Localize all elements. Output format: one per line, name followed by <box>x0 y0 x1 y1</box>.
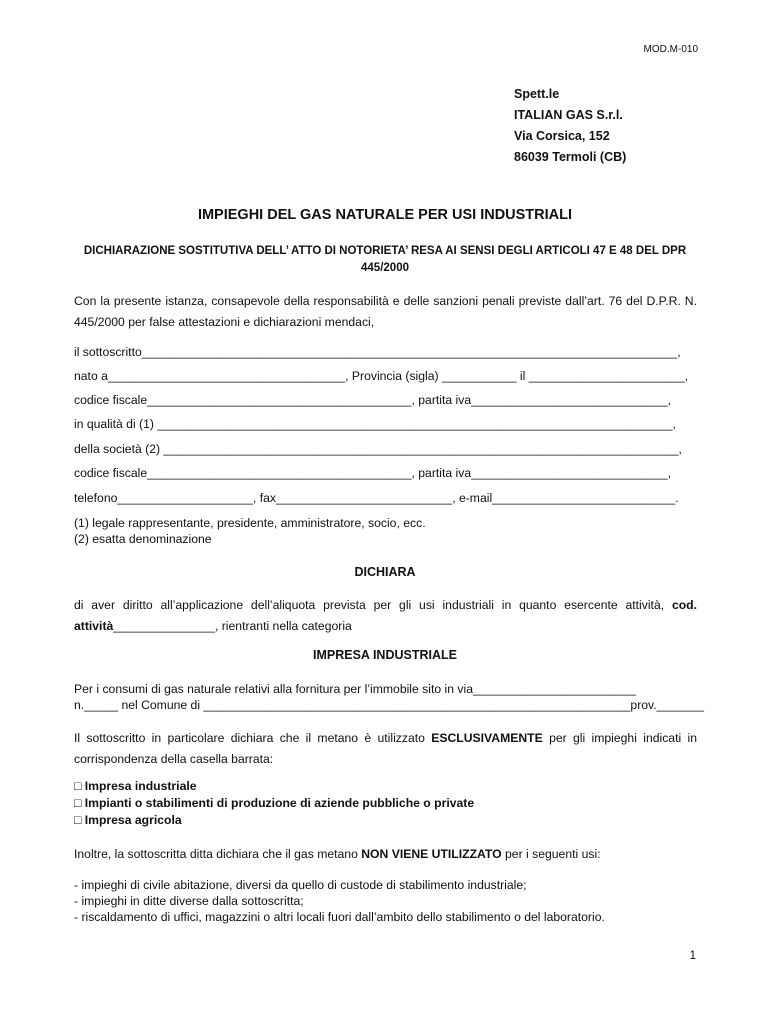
dichiara-heading: DICHIARA <box>354 565 416 579</box>
uso-item-2: - impieghi in ditte diverse dalla sottoscritta; <box>74 894 304 908</box>
recipient-line-1: Spett.le <box>514 87 560 101</box>
sottoscritto-text-a: Il sottoscritto in particolare dichiara che il metano è utilizzato <box>74 731 425 745</box>
consumi-line-1[interactable]: Per i consumi di gas naturale relativi alla fornitura per l’immobile sito in via________________________ <box>74 682 636 696</box>
inoltre-text-bold: NON VIENE UTILIZZATO <box>361 847 502 861</box>
recipient-line-2: ITALIAN GAS S.r.l. <box>514 108 623 122</box>
recipient-line-4: 86039 Termoli (CB) <box>514 150 627 164</box>
checkbox-impresa-industriale[interactable]: □ Impresa industriale <box>74 779 197 793</box>
document-title: IMPIEGHI DEL GAS NATURALE PER USI INDUSTRIALI <box>197 207 573 223</box>
dichiara-text-a: di aver diritto all’applicazione dell’aliquota prevista per gli usi industriali in quanto esercente attività, <box>74 598 665 612</box>
document-subtitle: DICHIARAZIONE SOSTITUTIVA DELL’ ATTO DI NOTORIETA’ RESA AI SENSI DEGLI ARTICOLI 47 E 48 DEL DPR 445/2000 <box>83 245 687 274</box>
impresa-heading: IMPRESA INDUSTRIALE <box>313 648 457 662</box>
field-qualita[interactable]: in qualità di (1) ____________________________________________________________________________, <box>74 417 676 431</box>
field-societa[interactable]: della società (2) ____________________________________________________________________________, <box>74 442 682 456</box>
dichiara-text-b: _______________, rientranti nella categoria <box>113 619 352 633</box>
checkbox-impianti-stabilimenti[interactable]: □ Impianti o stabilimenti di produzione di aziende pubbliche o private <box>74 796 475 810</box>
form-code: MOD.M-010 <box>643 44 698 55</box>
recipient-line-3: Via Corsica, 152 <box>514 129 610 143</box>
dichiara-paragraph <box>74 595 697 637</box>
recipient-address <box>514 84 626 168</box>
dichiara-text-bold: cod. attività <box>74 598 698 633</box>
uso-item-3: - riscaldamento di uffici, magazzini o altri locali fuori dall’ambito dello stabilimento o del laboratorio. <box>74 910 605 924</box>
note-2: (2) esatta denominazione <box>74 532 212 546</box>
inoltre-paragraph <box>74 846 697 862</box>
sottoscritto-text-bold: ESCLUSIVAMENTE <box>431 731 543 745</box>
intro-paragraph: Con la presente istanza, consapevole della responsabilità e delle sanzioni penali previste dall’art. 76 del D.P.R. N. 445/2000 per false attestazioni e dichiarazioni mendaci, <box>74 294 697 329</box>
note-1: (1) legale rappresentante, presidente, amministratore, socio, ecc. <box>74 516 426 530</box>
sottoscritto-paragraph <box>74 728 697 770</box>
field-sottoscritto[interactable]: il sottoscritto_______________________________________________________________________________, <box>74 345 681 359</box>
uso-item-1: - impieghi di civile abitazione, diversi da quello di custode di stabilimento industriale; <box>74 878 527 892</box>
field-nato[interactable]: nato a___________________________________, Provincia (sigla) ___________ il _______________________, <box>74 369 688 383</box>
page-number: 1 <box>689 950 696 962</box>
field-telefono[interactable]: telefono____________________, fax__________________________, e-mail___________________________. <box>74 491 679 505</box>
consumi-line-2[interactable]: n._____ nel Comune di _______________________________________________________________prov._______ <box>74 698 705 712</box>
inoltre-text-a: Inoltre, la sottoscritta ditta dichiara che il gas metano <box>74 847 358 861</box>
field-codice-fiscale-2[interactable]: codice fiscale_______________________________________, partita iva_____________________________, <box>74 466 672 480</box>
inoltre-text-b: per i seguenti usi: <box>505 847 601 861</box>
checkbox-impresa-agricola[interactable]: □ Impresa agricola <box>74 813 182 827</box>
field-codice-fiscale-1[interactable]: codice fiscale_______________________________________, partita iva_____________________________, <box>74 393 672 407</box>
sottoscritto-text-b: per gli impieghi indicati in corrispondenza della casella barrata: <box>74 731 697 766</box>
